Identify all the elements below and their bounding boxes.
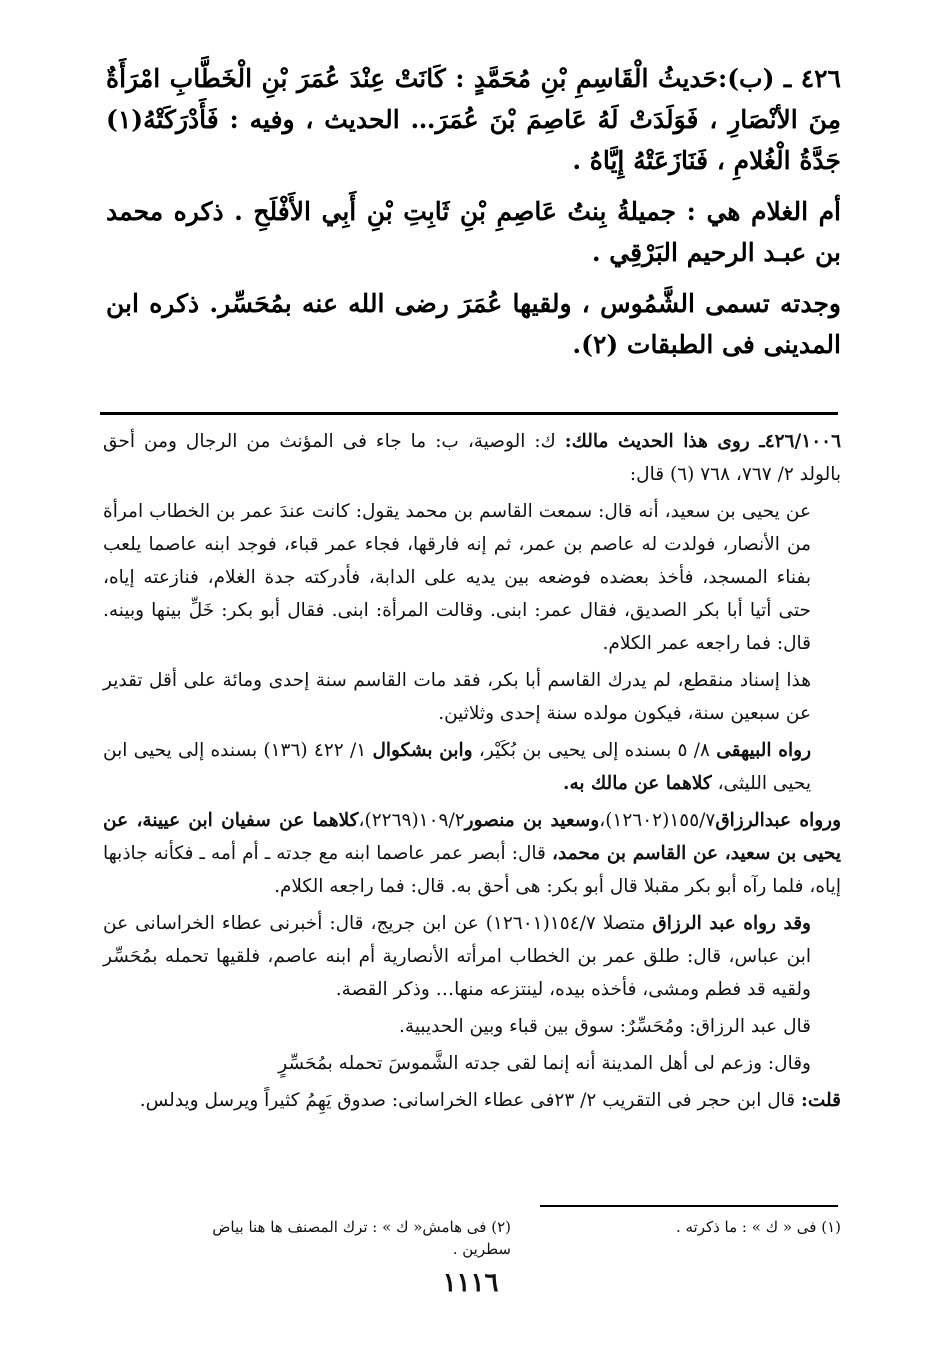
- hadith-paragraph: ٤٢٦ ـ (ب):حَديثُ الْقَاسِمِ بْنِ مُحَمَّدٍ : كَانَتْ عِنْدَ عُمَرَ بْنِ الْخَطَّابِ امْرَأَةٌ مِنَ الأنْصَارِ ، فَوَلَدَتْ لَهُ عَاصِمَ بْنَ عُمَرَ… الحديث ، وفيه : فَأَدْرَكَتْهُ(١) جَدَّةُ الْغُلامِ ، فَنَازَعَتْهُ إِيَّاهُ .: [106, 64, 841, 175]
- connected-head: وقد رواه عبد الرزاق: [652, 913, 811, 934]
- commentary-shamus: وقال: وزعم لى أهل المدينة أنه إنما لقى جدته الشَّموسَ تحمله بمُحَسِّرٍ: [278, 1053, 811, 1074]
- bashkuwal-ref: ١/ ٤٢٢ (١٣٦) بسنده إلى يحيى ابن يحيى الليثى،: [103, 740, 811, 794]
- main-text: [106, 58, 841, 375]
- page-number: ١١١٦: [442, 1268, 499, 1298]
- connected-text: متصلا ١٥٤/٧(١٢٦٠١) عن ابن جريج، قال: أخبرنى عطاء الخراسانى عن ابن عباس، قال: طلق عمر بن الخطاب امرأته الأنصارية أم ابنه عاصم، فلقيها تحمله بمُحَسِّر ولقيه قد فطم ومشى، فأخذه بيده، لينتزعه منها… وذكر القصة.: [103, 913, 811, 1000]
- commentary: [103, 425, 841, 1121]
- bayhaqi-conclusion: كلاهما عن مالك به.: [563, 773, 712, 794]
- footnote-1: (١) فى « ك » : ما ذكرته .: [675, 1218, 841, 1236]
- commentary-malik-head: ٤٢٦/١٠٠٦ـ روى هذا الحديث مالك:: [564, 431, 841, 452]
- commentary-hadith-text: عن يحيى بن سعيد، أنه قال: سمعت القاسم بن محمد يقول: كانت عندَ عمر بن الخطاب امرأة من الأنصار، فولدت له عاصم بن عمر، ثم إنه فارقها، فجاء عمر قباء، فوجد ابنه عاصما يلعب بفناء المسجد، فأخذ بعضده فوضعه بين يديه على الدابة، فأدركته جدة الغلام، فنازعته إياه، حتى أتيا أبا بكر الصديق، فقال عمر: ابنى. وقالت المرأة: ابنى. فقال أبو بكر: خَلِّ بينها وبينه. قال: فما راجعه عمر الكلام.: [103, 501, 811, 654]
- bayhaqi-head: رواه البيهقى: [716, 740, 811, 761]
- commentary-isnad-note: هذا إسناد منقطع، لم يدرك القاسم أبا بكر، فقد مات القاسم سنة إحدى ومائة على أقل تقدير عن سبعين سنة، فيكون مولده سنة إحدى وثلاثين.: [103, 670, 811, 724]
- ibn-hajar-text: قال ابن حجر فى التقريب ٢/ ٢٣فى عطاء الخراسانى: صدوق يَهِمُ كثيراً ويرسل ويدلس.: [139, 1090, 802, 1111]
- abdurrazzaq-ref: ١٥٥/٧(١٢٦٠٢)،: [599, 810, 716, 831]
- commentary-muhassir: قال عبد الرزاق: ومُحَسِّرٌ: سوق بين قباء وبين الحديبية.: [399, 1016, 811, 1037]
- commentary-malik-body: ك: الوصية، ب: ما جاء فى المؤنث من الرجال ومن أحق بالولد ٢/ ٧٦٧، ٧٦٨ (٦) قال:: [103, 431, 841, 485]
- footnote-divider: [540, 1205, 838, 1207]
- qultu-head: قلت:: [801, 1090, 841, 1111]
- commentary-abdurrazzaq: [103, 804, 841, 903]
- bayhaqi-ref: ٨/ ٥ بسنده إلى يحيى بن بُكَيْر،: [472, 740, 717, 761]
- commentary-malik: [103, 425, 841, 491]
- abdurrazzaq-head: ورواه عبدالرزاق: [715, 810, 842, 831]
- main-divider: [100, 412, 838, 415]
- saeed-ref: ١٠٩/٢(٢٢٦٩)،: [358, 810, 465, 831]
- mother-paragraph: أم الغلام هي : جميلةُ بِنتُ عَاصِمِ بْنِ ثَابِتِ بْنِ أَبِي الأَفْلَحِ . ذكره محمد بن عبـد الرحيم البَرْقِي .: [106, 197, 841, 267]
- commentary-connected: [103, 907, 841, 1006]
- grandmother-paragraph: وجدته تسمى الشَّمُوس ، ولقيها عُمَرَ رضى الله عنه بمُحَسِّر. ذكره ابن المدينى فى الطبقات (٢).: [106, 289, 841, 359]
- footnote-2: (٢) فى هامش« ك » : ترك المصنف ها هنا بياض سطرين .: [212, 1218, 511, 1258]
- commentary-ibn-hajar: [103, 1084, 841, 1117]
- bashkuwal-head: وابن بشكوال: [372, 740, 473, 761]
- saeed-head: وسعيد بن منصور: [464, 810, 600, 831]
- abdurrazzaq-text: قال: أبصر عمر عاصما ابنه مع جدته ـ أم أمه ـ فكأنه جاذبها إياه، فلما رآه أبو بكر مقبلا قال أبو بكر: هى أحق به. قال: فما راجعه الكلام.: [103, 843, 841, 897]
- commentary-bayhaqi: [103, 734, 841, 800]
- isnad-chain: كلاهما عن سفيان ابن عيينة، عن يحيى بن سعيد، عن القاسم بن محمد،: [103, 810, 841, 864]
